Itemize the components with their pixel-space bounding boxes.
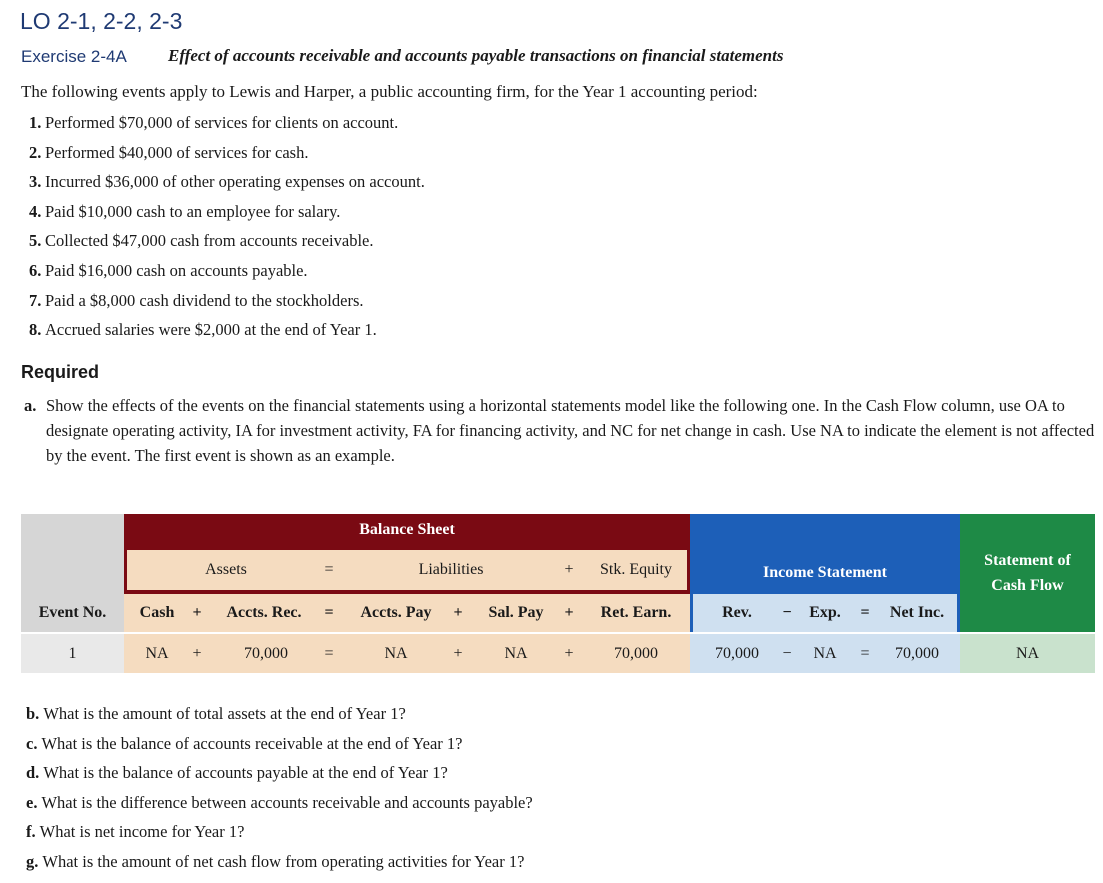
learning-objectives: LO 2-1, 2-2, 2-3 [20, 8, 183, 34]
event-number: 3. [29, 172, 42, 192]
minus-sign: − [782, 604, 792, 621]
event-text: Paid a $8,000 cash dividend to the stockholders. [45, 290, 364, 310]
sal-pay-cell: NA [504, 644, 528, 662]
exercise-title: Effect of accounts receivable and accounts payable transactions on financial statements [168, 46, 784, 65]
plus-sign: + [564, 561, 574, 578]
question-text: What is the balance of accounts receivable at the end of Year 1? [41, 733, 463, 753]
equals-sign: = [324, 604, 334, 621]
question-text: What is the amount of total assets at the end of Year 1? [43, 704, 406, 723]
plus-sign: + [453, 644, 463, 662]
equals-sign: = [860, 644, 870, 662]
event-number: 5. [29, 231, 42, 251]
accts-pay-header: Accts. Pay [360, 604, 432, 621]
question-label: d. [26, 763, 40, 782]
list-item [29, 113, 425, 143]
accts-pay-cell: NA [384, 644, 408, 662]
requirement-a-text: Show the effects of the events on the financial statements using a horizontal statements model like the following one. In the Cash Flow column, use OA to designate operating activity, IA for investment activity, FA for financing activity, and NC for net change in cash. Use NA to indicate the element is not affected by the event. The first event is shown as an example. [46, 396, 1095, 465]
required-heading: Required [21, 362, 100, 382]
rev-cell: 70,000 [715, 644, 759, 662]
cash-header: Cash [139, 604, 175, 621]
exercise-number: Exercise 2-4A [21, 47, 127, 66]
balance-sheet-title: Balance Sheet [124, 516, 690, 544]
question-text: What is the difference between accounts receivable and accounts payable? [41, 792, 533, 812]
question-list [26, 704, 533, 881]
event-number: 7. [29, 290, 42, 310]
event-text: Paid $16,000 cash on accounts payable. [45, 260, 308, 280]
stk-equity-label: Stk. Equity [599, 561, 672, 578]
plus-sign: + [192, 644, 202, 662]
sal-pay-header: Sal. Pay [488, 604, 544, 621]
exp-header: Exp. [809, 604, 841, 621]
list-item [29, 320, 425, 350]
list-item [26, 763, 533, 793]
ret-earn-header: Ret. Earn. [600, 604, 672, 621]
list-item [26, 822, 533, 852]
statements-model-table [21, 514, 1095, 673]
cash-flow-cell: NA [960, 634, 1095, 673]
event-no-header: Event No. [21, 594, 124, 632]
accts-rec-cell: 70,000 [244, 644, 288, 662]
list-item [26, 852, 533, 882]
event-number: 4. [29, 201, 42, 221]
plus-sign: + [564, 604, 574, 621]
requirement-a [24, 393, 1100, 468]
list-item [29, 291, 425, 321]
event-text: Performed $40,000 of services for cash. [45, 142, 309, 162]
question-label: b. [26, 704, 40, 723]
net-inc-cell: 70,000 [895, 644, 939, 662]
list-item [29, 231, 425, 261]
question-label: f. [26, 822, 36, 841]
minus-sign: − [782, 644, 792, 662]
income-statement-title: Income Statement [690, 514, 960, 632]
event-header-blank [21, 514, 124, 594]
assets-label: Assets [205, 561, 247, 578]
question-text: What is net income for Year 1? [39, 822, 245, 841]
list-item [26, 793, 533, 823]
event-text: Collected $47,000 cash from accounts receivable. [45, 231, 374, 251]
ret-earn-cell: 70,000 [614, 644, 658, 662]
accts-rec-header: Accts. Rec. [226, 604, 302, 621]
list-item [29, 202, 425, 232]
event-number: 2. [29, 142, 42, 162]
list-item [29, 172, 425, 202]
question-label: g. [26, 851, 39, 871]
equals-sign: = [324, 644, 334, 662]
equals-sign: = [860, 604, 870, 621]
equals-sign: = [324, 561, 334, 578]
requirement-a-label: a. [24, 396, 37, 415]
event-number: 8. [29, 320, 42, 340]
list-item [26, 704, 533, 734]
event-text: Performed $70,000 of services for clients on account. [45, 113, 399, 132]
question-text: What is the balance of accounts payable at the end of Year 1? [43, 763, 448, 782]
intro-text: The following events apply to Lewis and Harper, a public accounting firm, for the Year 1 accounting period: [21, 82, 758, 101]
question-label: c. [26, 733, 38, 753]
exp-cell: NA [813, 644, 837, 662]
liabilities-label: Liabilities [418, 561, 484, 578]
list-item [29, 143, 425, 173]
plus-sign: + [192, 604, 202, 621]
list-item [26, 734, 533, 764]
rev-header: Rev. [722, 604, 752, 621]
event-no-cell: 1 [21, 634, 124, 673]
question-label: e. [26, 792, 38, 812]
event-text: Incurred $36,000 of other operating expenses on account. [45, 172, 425, 192]
event-list [29, 113, 425, 350]
question-text: What is the amount of net cash flow from operating activities for Year 1? [42, 851, 525, 871]
cash-flow-title: Statement of Cash Flow [960, 514, 1095, 632]
plus-sign: + [564, 644, 574, 662]
event-text: Paid $10,000 cash to an employee for salary. [45, 201, 341, 221]
event-number: 6. [29, 260, 42, 280]
list-item [29, 261, 425, 291]
event-text: Accrued salaries were $2,000 at the end of Year 1. [45, 320, 377, 340]
cash-cell: NA [145, 644, 169, 662]
event-number: 1. [29, 113, 42, 132]
net-inc-header: Net Inc. [889, 604, 945, 621]
plus-sign: + [453, 604, 463, 621]
